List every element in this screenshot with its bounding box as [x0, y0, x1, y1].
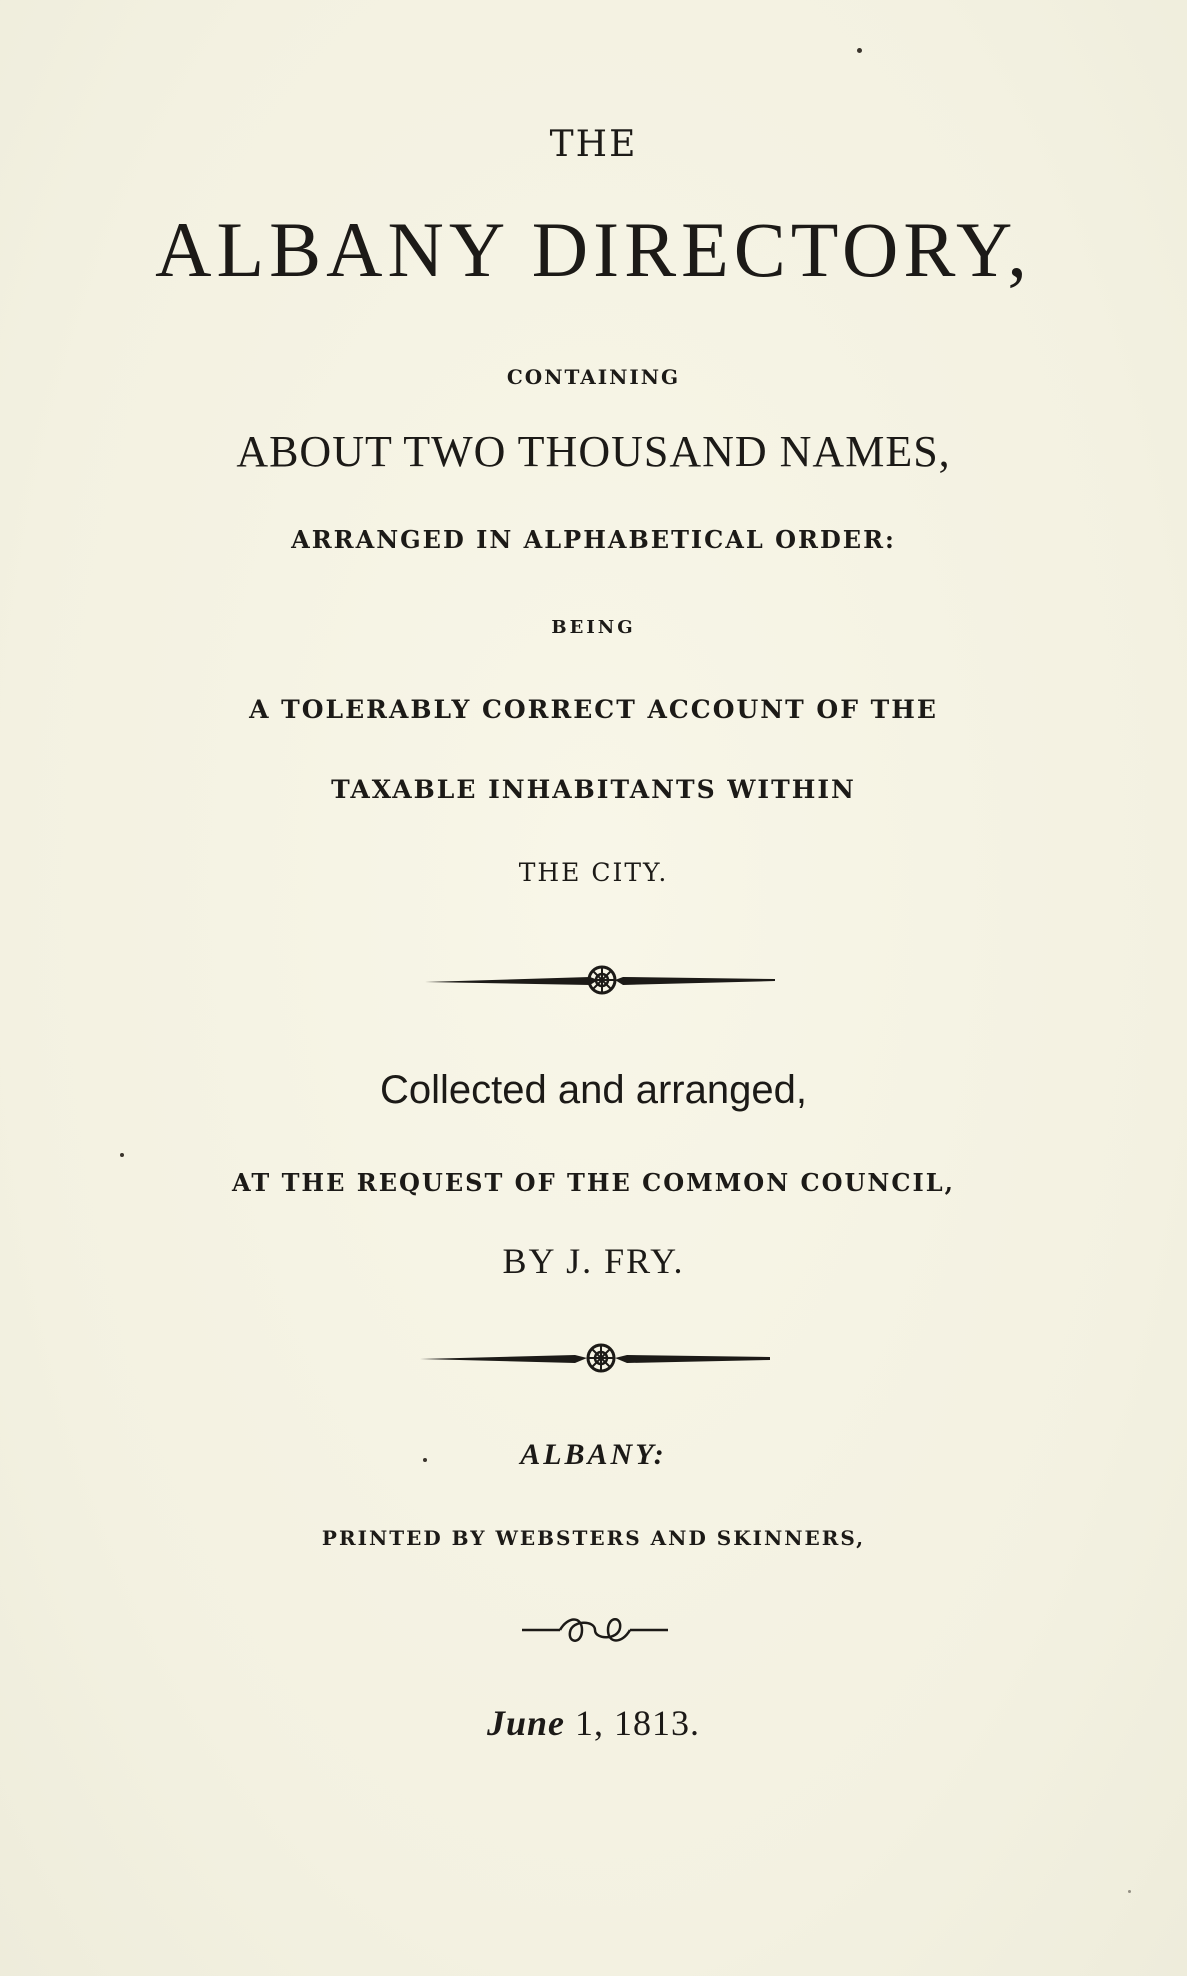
names-line: ABOUT TWO THOUSAND NAMES, [236, 427, 951, 476]
printer-line: PRINTED BY WEBSTERS AND SKINNERS, [321, 1526, 866, 1550]
paper-speck [423, 1458, 427, 1462]
date-rest: 1, 1813. [565, 1703, 701, 1743]
being-line: BEING [551, 617, 636, 638]
tolerably-line: A TOLERABLY CORRECT ACCOUNT OF THE [249, 695, 938, 724]
knot-flourish [520, 1610, 670, 1650]
paper-speck [120, 1153, 124, 1157]
date-line [0, 1702, 1187, 1744]
place-line: ALBANY: [520, 1438, 667, 1471]
ornamental-rule-one [420, 960, 780, 1000]
collected-line: Collected and arranged, [380, 1068, 807, 1112]
containing-line: CONTAINING [506, 365, 681, 389]
paper-speck [1128, 1890, 1131, 1893]
heading-the: THE [549, 124, 638, 165]
request-line: AT THE REQUEST OF THE COMMON COUNCIL, [232, 1168, 955, 1197]
main-title: ALBANY DIRECTORY, [155, 206, 1032, 293]
taxable-line: TAXABLE INHABITANTS WITHIN [331, 775, 856, 804]
arranged-line: ARRANGED IN ALPHABETICAL ORDER: [291, 525, 896, 554]
ornamental-rule-two [415, 1338, 775, 1378]
author-line: BY J. FRY. [502, 1241, 685, 1281]
date-month: June [486, 1703, 566, 1743]
paper-speck [857, 48, 862, 53]
city-line: THE CITY. [518, 858, 669, 887]
